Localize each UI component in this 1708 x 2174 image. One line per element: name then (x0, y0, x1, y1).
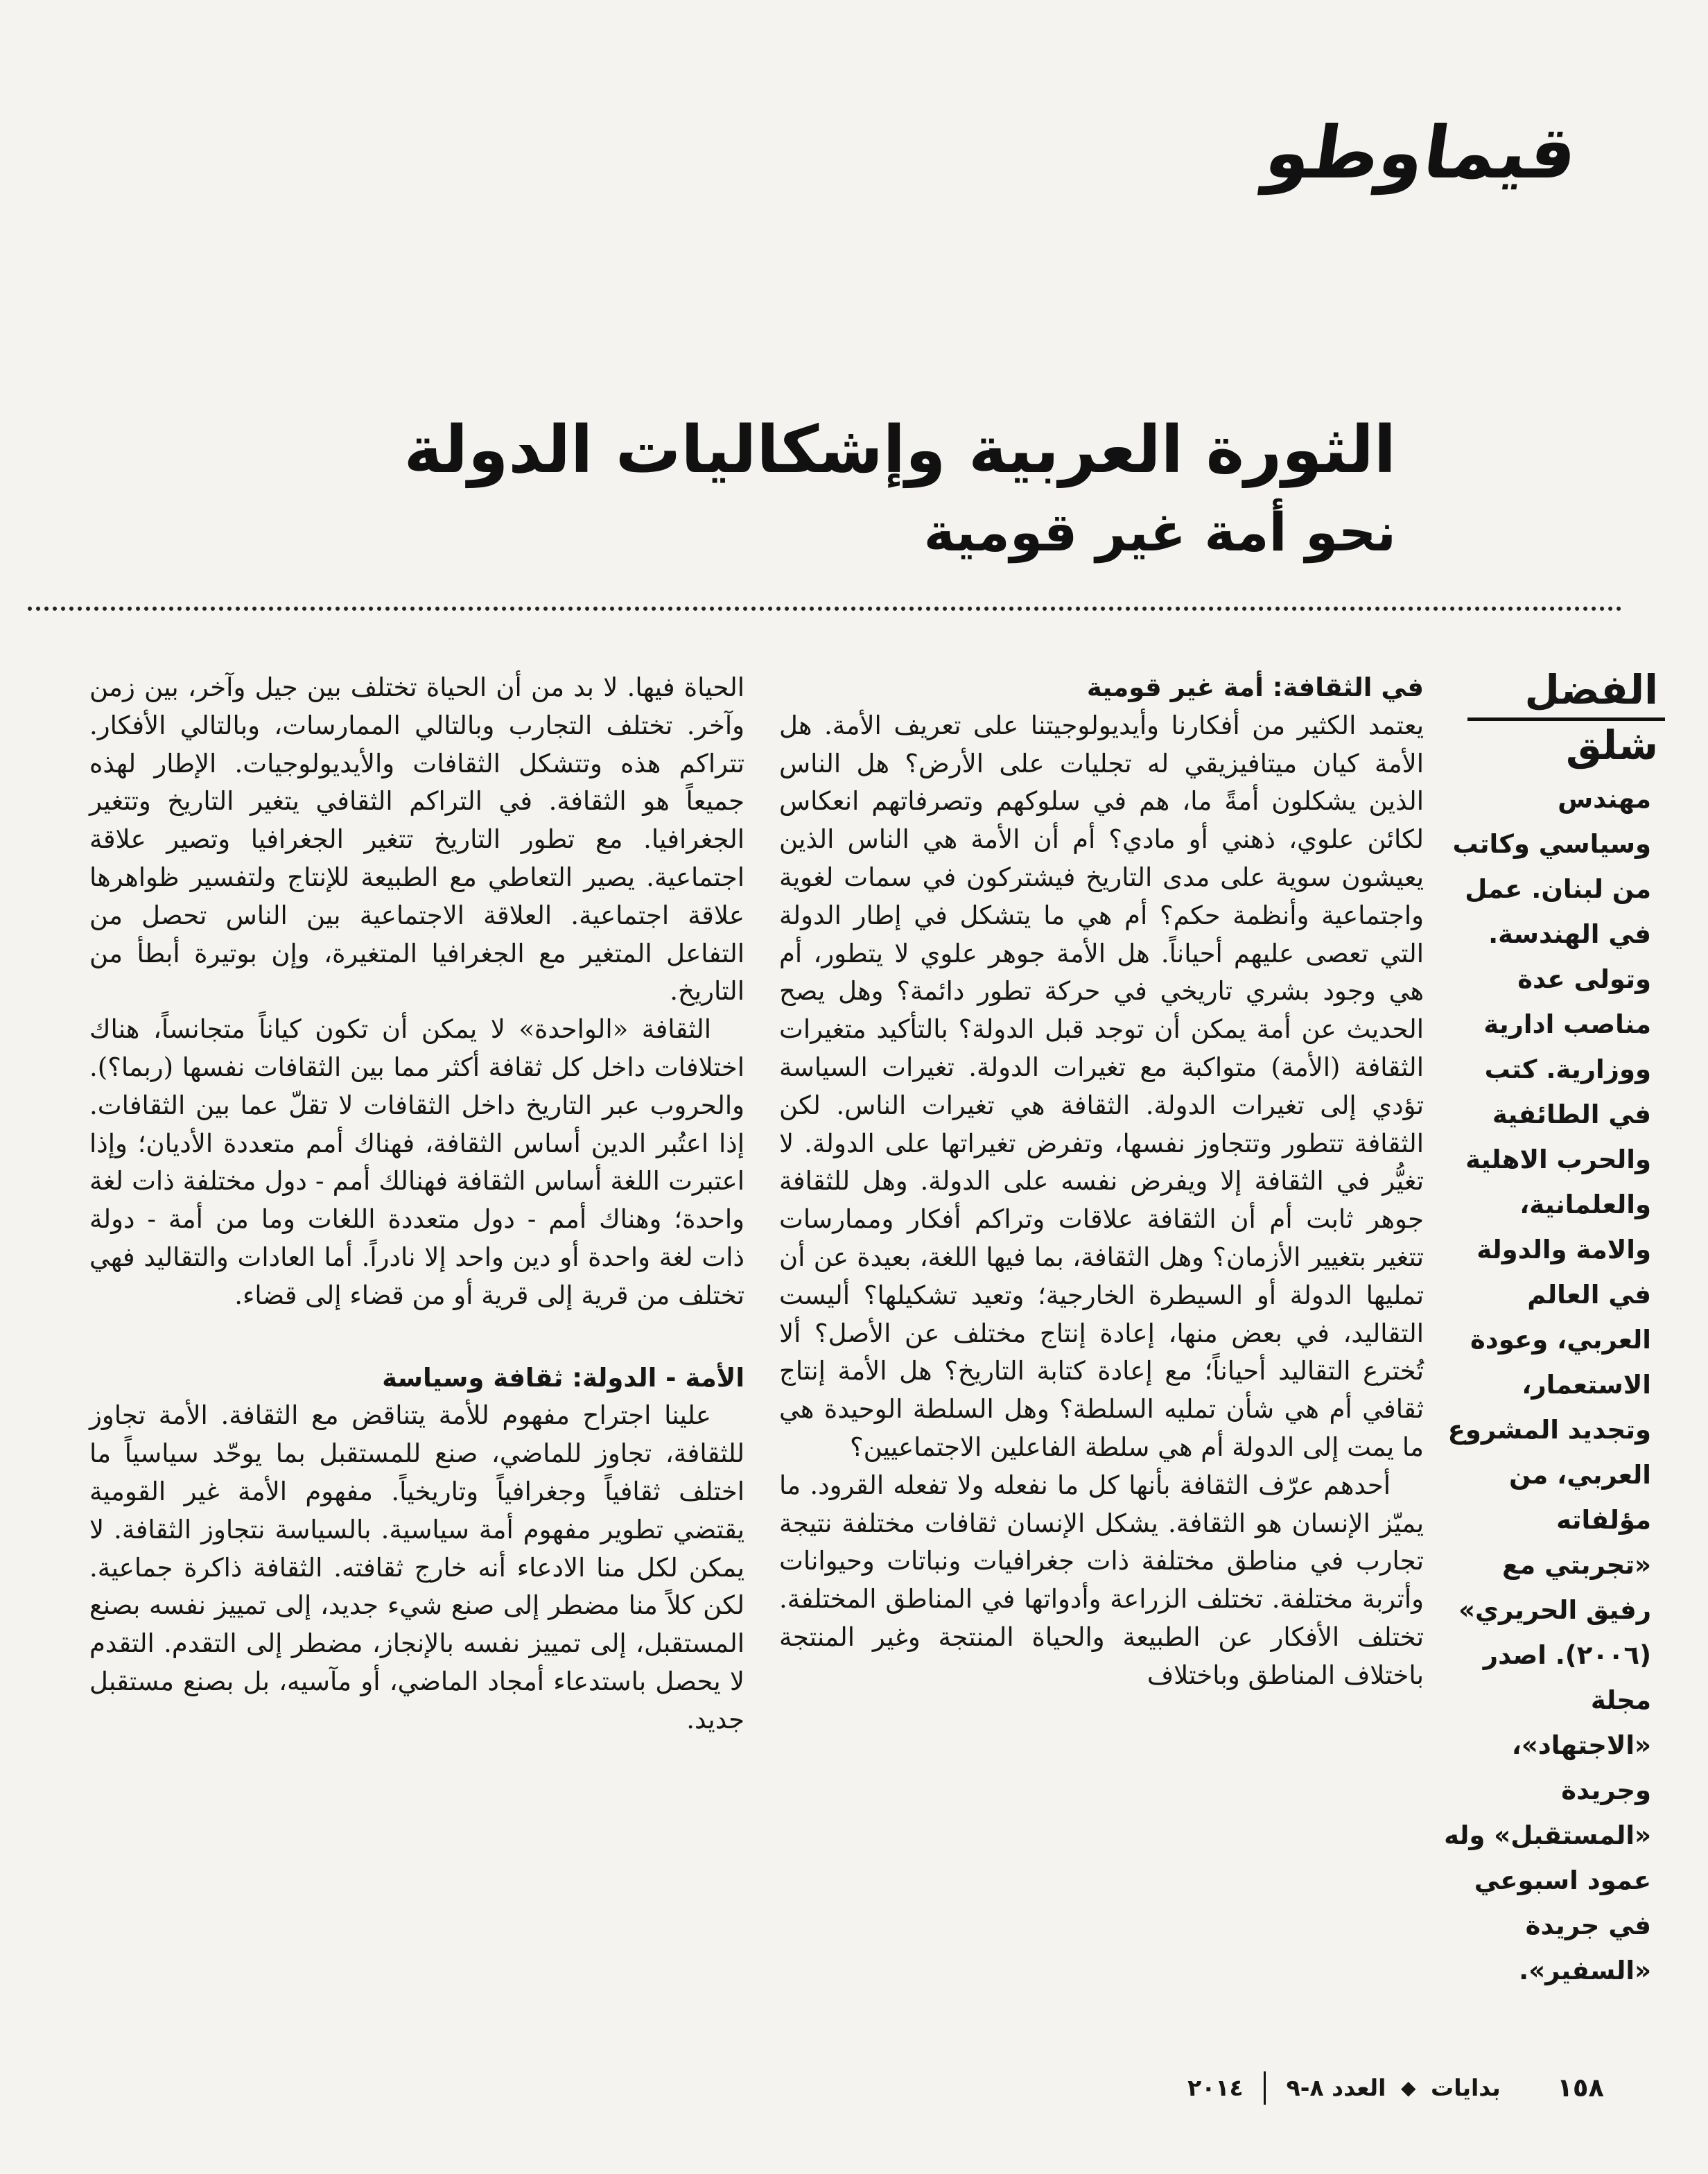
article-column-left (89, 669, 744, 1739)
section-spacer (89, 1315, 744, 1359)
author-name: الفضل شلق (1524, 666, 1658, 769)
paragraph: الحياة فيها. لا بد من أن الحياة تختلف بين جيل وآخر، بين زمن وآخر. تختلف التجارب وبالتالي الممارسات، وبالتالي الأفكار. تتراكم هذه وتتشكل الثقافات والأيديولوجيات. الإطار لهذه جميعاً هو الثقافة. في التراكم الثقافي يتغير التاريخ وتتغير الجغرافيا. مع تطور التاريخ تتغير الجغرافيا وتصير علاقة اجتماعية. يصير التعاطي مع الطبيعة للإنتاج ولتفسير ظواهرها علاقة اجتماعية. العلاقة الاجتماعية بين الناس تحصل من التفاعل المتغير مع الجغرافيا المتغيرة، وإن بوتيرة أبطأ من التاريخ. (89, 672, 744, 1007)
section-logo: قيماوطو (1260, 110, 1583, 195)
article-column-right (779, 669, 1424, 1695)
title-divider (28, 607, 1622, 611)
section-heading-nation-state: الأمة - الدولة: ثقافة وسياسة (382, 1362, 744, 1393)
author-bio: مهندس وسياسي وكاتب من لبنان. عمل في الهندسة. وتولى عدة مناصب ادارية ووزارية. كتب في الطائفية والحرب الاهلية والعلمانية، والامة والدولة في العالم العربي، وعودة الاستعمار، وتجديد المشروع العربي، من مؤلفاته «تجربتي مع رفيق الحريري» (٢٠٠٦). اصدر مجلة «الاجتهاد»، وجريدة «المستقبل» وله عمود اسبوعي في جريدة «السفير». (1444, 784, 1651, 1985)
journal-name: بدايات (1431, 2073, 1501, 2101)
issue-number: العدد ٨-٩ (1286, 2073, 1386, 2101)
page-number: ١٥٨ (1557, 2072, 1604, 2103)
diamond-icon: ◆ (1400, 2076, 1416, 2099)
issue-year: ٢٠١٤ (1187, 2073, 1244, 2101)
page-footer (772, 2066, 1604, 2109)
author-underline (1467, 718, 1665, 721)
section-heading-culture: في الثقافة: أمة غير قومية (1086, 672, 1424, 702)
footer-separator (1264, 2071, 1266, 2105)
paragraph: علينا اجتراح مفهوم للأمة يتناقض مع الثقافة. الأمة تجاوز للثقافة، تجاوز للماضي، صنع للمستقبل بما يوحّد سياسياً ما اختلف ثقافياً وجغرافياً وتاريخياً. مفهوم الأمة غير القومية يقتضي تطوير مفهوم أمة سياسية. بالسياسة نتجاوز الثقافة. لا يمكن لكل منا الادعاء أنه خارج ثقافته. الثقافة ذاكرة جماعية. لكن كلاً منا مضطر إلى صنع شيء جديد، إلى تمييز نفسه بصنع المستقبل، إلى تمييز نفسه بالإنجاز، مضطر إلى التقدم. التقدم لا يحصل باستدعاء أمجاد الماضي، أو مآسيه، بل بصنع مستقبل جديد. (89, 1400, 745, 1734)
paragraph: الثقافة «الواحدة» لا يمكن أن تكون كياناً متجانساً، هناك اختلافات داخل كل ثقافة أكثر مما بين الثقافات نفسها (ربما؟). والحروب عبر التاريخ داخل الثقافات لا تقلّ عما بين الثقافات. إذا اعتُبر الدين أساس الثقافة، فهناك أمم متعددة الأديان؛ وإذا اعتبرت اللغة أساس الثقافة فهنالك أمم - دول مختلفة ذات لغة واحدة؛ وهناك أمم - دول متعددة اللغات وما من أمة - دولة ذات لغة واحدة أو دين واحد إلا نادراً. أما العادات والتقاليد فهي تختلف من قرية إلى قرية أو من قضاء إلى قضاء. (89, 1014, 745, 1310)
article-subtitle: نحو أمة غير قومية (923, 501, 1396, 563)
article-title: الثورة العربية وإشكاليات الدولة (403, 412, 1396, 488)
paragraph: أحدهم عرّف الثقافة بأنها كل ما نفعله ولا تفعله القرود. ما يميّز الإنسان هو الثقافة. يشكل الإنسان ثقافات مختلفة نتيجة تجارب في مناطق مختلفة ذات جغرافيات ونباتات وحيوانات وأتربة مختلفة. تختلف الزراعة وأدواتها في المناطق المختلفة. تختلف الأفكار عن الطبيعة والحياة المنتجة وغير المنتجة باختلاف المناطق وباختلاف (779, 1470, 1424, 1690)
paragraph: يعتمد الكثير من أفكارنا وأيديولوجيتنا على تعريف الأمة. هل الأمة كيان ميتافيزيقي له تجليات على الأرض؟ هل الناس الذين يشكلون أمةً ما، هم في سلوكهم وتصرفاتهم انعكاس لكائن علوي، ذهني أو مادي؟ أم أن الأمة هي الناس الذين يعيشون سوية على مدى التاريخ فيشتركون في سمات لغوية واجتماعية وأنظمة حكم؟ أم هي ما يتشكل في إطار الدولة التي تعصى عليهم أحياناً. هل الأمة جوهر علوي لا يتطور، أم هي وجود بشري تاريخي في حركة تطور دائمة؟ وهل يصح الحديث عن أمة يمكن أن توجد قبل الدولة؟ بالتأكيد متغيرات الثقافة (الأمة) متواكبة مع تغيرات الدولة. تغيرات السياسة تؤدي إلى تغيرات الدولة. الثقافة هي تغيرات الناس. لكن الثقافة تتطور وتتجاوز نفسها، وتفرض تغيراتها على الدولة. لا تغيُّر في الثقافة إلا ويفرض نفسه على الدولة. وهل للثقافة جوهر ثابت أم أن الثقافة علاقات وتراكم أفكار وممارسات تتغير بتغيير الأزمان؟ وهل الثقافة، بما فيها اللغة، بعيدة عن أن تمليها الدولة أو السيطرة الخارجية؛ وتعيد تشكيلها؟ أليست التقاليد، في بعض منها، إعادة إنتاج مختلف عن الأصل؟ ألا تُخترع التقاليد أحياناً؛ مع إعادة كتابة التاريخ؟ هل الأمة إنتاج ثقافي أم هي شأن تمليه السلطة؟ وهل السلطة الوحيدة هي ما يمت إلى الدولة أم هي سلطة الفاعلين الاجتماعيين؟ (779, 710, 1424, 1462)
